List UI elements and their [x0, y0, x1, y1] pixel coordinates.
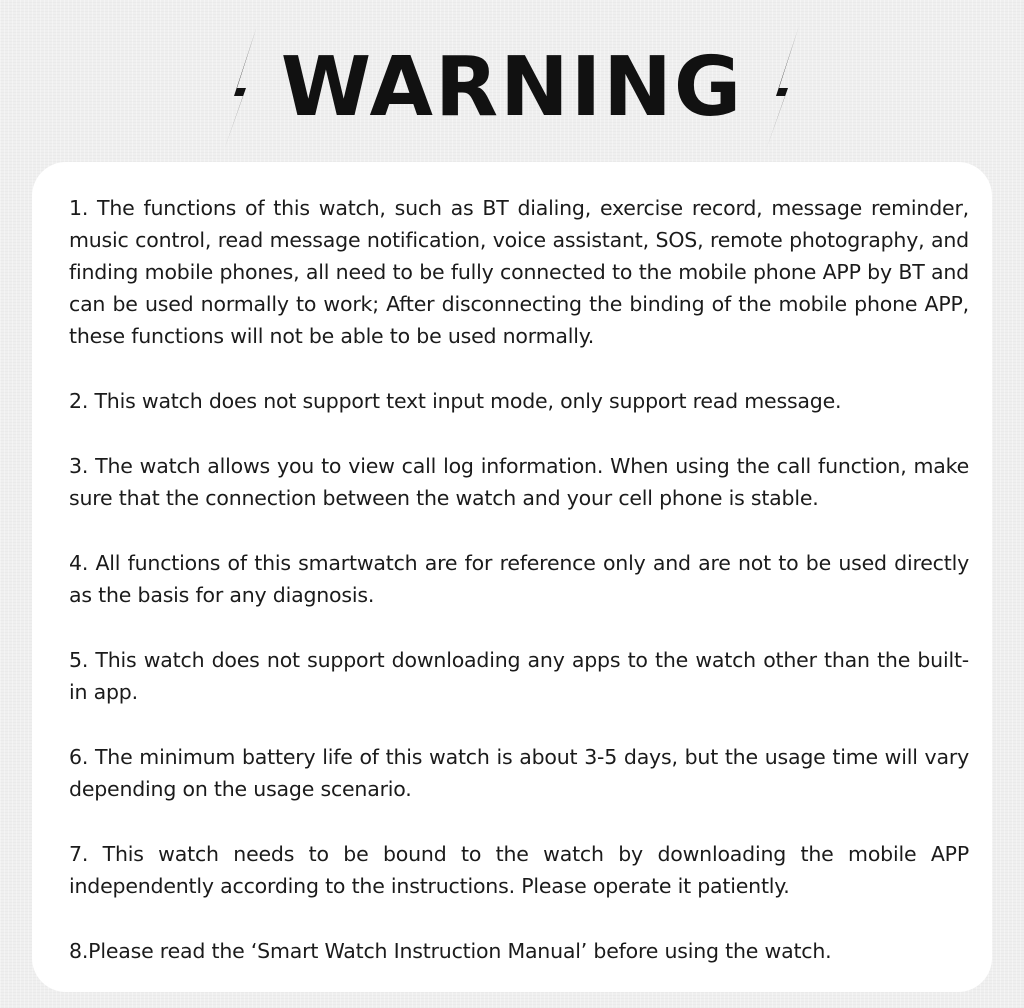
warning-item: 4. All functions of this smartwatch are for reference only and are not to be used directly as the basis for any diagnosis.	[69, 551, 969, 607]
warning-item: 3. The watch allows you to view call log information. When using the call function, make sure that the connection between the watch and your cell phone is stable.	[69, 454, 969, 510]
warning-item: 8.Please read the ‘Smart Watch Instruction Manual’ before using the watch.	[69, 939, 832, 963]
warnings-card	[32, 162, 992, 992]
warning-header	[0, 0, 1024, 160]
page-title: WARNING	[280, 40, 744, 135]
warning-item: 7. This watch needs to be bound to the watch by downloading the mobile APP independently according to the instructions. Please operate it patiently.	[69, 842, 969, 898]
warning-item: 1. The functions of this watch, such as BT dialing, exercise record, message reminder, music control, read message notification, voice assistant, SOS, remote photography, and finding mobile phones, all need to be fully connected to the mobile phone APP by BT and can be used normally to work; After disconnecting the binding of the mobile phone APP, these functions will not be able to be used normally.	[69, 196, 969, 348]
warning-item: 5. This watch does not support downloading any apps to the watch other than the built-in app.	[69, 648, 969, 704]
lightning-bolt-icon	[762, 26, 802, 150]
warnings-list	[69, 192, 969, 1000]
warning-item: 6. The minimum battery life of this watch is about 3-5 days, but the usage time will vary depending on the usage scenario.	[69, 745, 969, 801]
warning-item: 2. This watch does not support text input mode, only support read message.	[69, 389, 842, 413]
